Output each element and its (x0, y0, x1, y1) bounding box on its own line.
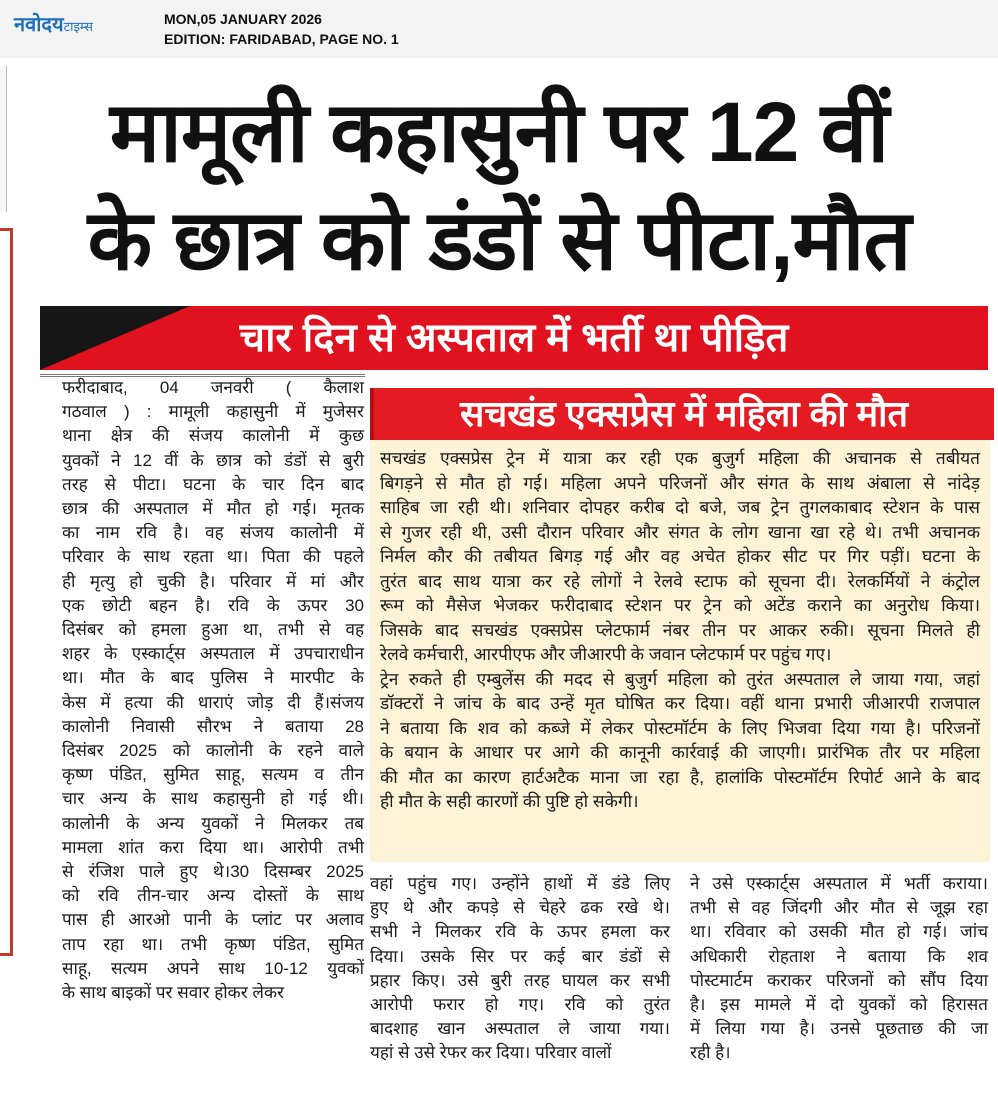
text-line: थाना क्षेत्र की संजय कालोनी में कुछ (62, 426, 364, 446)
logo-main: नवोदय (14, 14, 64, 36)
text-line: में लिया गया है। उनसे पूछताछ की जा (690, 1019, 988, 1039)
edition-page: EDITION: FARIDABAD, PAGE NO. 1 (164, 31, 399, 47)
box-story-title: सचखंड एक्सप्रेस में महिला की मौत (370, 388, 994, 440)
text-line: दिसंबर 2025 को कालोनी के रहने वाले (62, 741, 364, 761)
main-story-middle-column (370, 872, 670, 1066)
text-line: परिवार के साथ रहता था। पिता की पहले (62, 547, 364, 567)
text-line: रूम को मैसेज भेजकर फरीदाबाद स्टेशन पर ट्रेन को अटेंड कराने का अनुरोध किया। (380, 595, 980, 615)
text-line: से गुजर रही थी, उसी दौरान परिवार और संगत के लोग खाना खा रहे थे। तभी अचानक (380, 521, 980, 542)
text-line: दिसंबर को हमला हुआ था, तभी से वह (62, 620, 364, 640)
text-line: से रंजिश पाले हुए थे।30 दिसम्बर 2025 (62, 862, 364, 882)
text-line: केस में हत्या की धाराएं जोड़ दी हैं।संजय (62, 692, 364, 712)
text-line: की मौत का कारण हार्टअटैक माना जा रहा है, हालांकि पोस्टमॉर्टम रिपोर्ट आने के बाद (380, 766, 980, 787)
text-line: साहू, सत्यम अपने साथ 10-12 युवकों (62, 958, 364, 978)
text-line: था। मौत के बाद पुलिस ने मारपीट के (62, 668, 364, 688)
text-line: रही है। (690, 1043, 731, 1063)
text-line: आरोपी फरार हो गए। रवि को तुरंत (370, 995, 670, 1015)
text-line: यहां से उसे रेफर कर दिया। परिवार वालों (370, 1043, 612, 1063)
text-line: कालोनी निवासी सौरभ ने बताया 28 (62, 716, 364, 736)
newspaper-logo (14, 10, 93, 37)
main-story-left-column (62, 376, 364, 1005)
text-line: साहिब जा रही थी। शनिवार दोपहर करीब दो बजे, जब ट्रेन तुगलकाबाद स्टेशन के पास (380, 497, 980, 517)
text-line: अधिकारी रोहताश ने बताया कि शव (690, 946, 988, 966)
text-line: तरह से पीटा। घटना के चार दिन बाद (62, 474, 364, 494)
publication-date: MON,05 JANUARY 2026 (164, 11, 322, 27)
subheadline-band (40, 306, 988, 370)
text-line: पास ही आरओ पानी के प्लांट पर अलाव (62, 910, 364, 930)
main-story-right-column (690, 872, 988, 1066)
text-line: ही मृत्यु हो चुकी है। परिवार में मां और (62, 571, 364, 591)
text-line: ट्रेन रुकते ही एम्बुलेंस की मदद से बुजुर्ग महिला को तुरंत अस्पताल ले जाया गया, जहां (380, 668, 980, 689)
headline-line-1: मामूली कहासुनी पर 12 वीं (109, 85, 889, 179)
text-line: ने उसे एस्कार्ट्स अस्पताल में भर्ती कराया। (690, 874, 988, 893)
headline-line-2: के छात्र को डंडों से पीटा,मौत (87, 193, 911, 287)
text-line: था। रविवार को उसकी मौत हो गई। जांच (690, 922, 988, 942)
text-line: सचखंड एक्सप्रेस ट्रेन में यात्रा कर रही एक बुजुर्ग महिला की अचानक से तबीयत (380, 448, 980, 468)
subheadline: चार दिन से अस्पताल में भर्ती था पीड़ित (239, 316, 789, 360)
text-line: फरीदाबाद, 04 जनवरी ( कैलाश (62, 378, 364, 397)
text-line: गठवाल ) : मामूली कहासुनी में मुजेसर (62, 402, 364, 422)
text-line: का नाम रवि है। वह संजय कालोनी में (62, 523, 364, 543)
text-line: के बयान के आधार पर आगे की कानूनी कार्रवाई की जाएगी। प्रारंभिक तौर पर महिला (380, 742, 980, 762)
box-story-body (380, 446, 980, 814)
text-line: पोस्टमार्टम कराकर परिजनों को सौंप दिया (690, 970, 988, 990)
text-line: बादशाह खान अस्पताल ले जाया गया। (370, 1019, 670, 1039)
text-line: तुरंत बाद साथ यात्रा कर रहे लोगों ने रेलवे स्टाफ को सूचना दी। रेलकर्मियों ने कंट्रोल (380, 570, 980, 591)
text-line: रेलवे कर्मचारी, आरपीएफ और जीआरपी के जवान प्लेटफार्म पर पहुंच गए। (380, 644, 832, 664)
text-line: कृष्ण पंडित, सुमित साहू, सत्यम व तीन (62, 765, 364, 785)
text-line: युवकों ने 12 वीं के छात्र को डंडों से बुरी (62, 450, 364, 470)
text-line: वहां पहुंच गए। उन्होंने हाथों में डंडे लिए (370, 874, 670, 893)
text-line: है। इस मामले में दो युवकों को हिरासत (690, 995, 988, 1015)
text-line: जिसके बाद सचखंड एक्सप्रेस प्लेटफार्म नंबर तीन पर आकर रुकी। सूचना मिलते ही (380, 619, 980, 640)
adjacent-article-border (0, 228, 13, 956)
page-header (0, 0, 998, 58)
text-line: तभी से वह जिंदगी और मौत से जूझ रहा (690, 898, 988, 918)
text-line: छात्र की अस्पताल में मौत हो गई। मृतक (62, 499, 364, 519)
text-line: हुए थे और कपड़े से चेहरे ढक रखे थे। (370, 898, 670, 918)
text-line: बिगड़ने से मौत हो गई। महिला अपने परिजनों और संगत के साथ अंबाला से नांदेड़ (380, 472, 980, 493)
text-line: एक छोटी बहन है। रवि के ऊपर 30 (62, 595, 364, 615)
text-line: निर्मल कौर की तबीयत बिगड़ गई और वह अचेत होकर सीट पर गिर पड़ीं। घटना के (380, 546, 980, 566)
text-line: कालोनी के अन्य युवकों ने मिलकर तब (62, 813, 364, 833)
logo-sub: टाइम्स (63, 19, 93, 34)
text-line: डॉक्टरों ने जांच के बाद उन्हें मृत घोषित कर दिया। वहीं थाना प्रभारी जीआरपी राजपाल (380, 693, 980, 713)
text-line: शहर के एस्कार्ट्स अस्पताल में उपचाराधीन (62, 644, 364, 664)
text-line: मामला शांत करा दिया था। आरोपी तभी (62, 837, 364, 857)
text-line: ताप रहा था। तभी कृष्ण पंडित, सुमित (62, 934, 364, 954)
text-line: को रवि तीन-चार अन्य दोस्तों के साथ (62, 886, 364, 906)
text-line: ने बताया कि शव को कब्जे में लेकर पोस्टमॉर्टम के लिए भिजवा दिया गया है। परिजनों (380, 717, 980, 738)
text-line: ही मौत के सही कारणों की पुष्टि हो सकेगी। (380, 791, 639, 811)
text-line: प्रहार किए। उसे बुरी तरह घायल कर सभी (370, 970, 670, 990)
edition-info (164, 9, 399, 49)
text-line: चार अन्य के साथ कहासुनी हो गई थी। (62, 789, 364, 809)
text-line: दिया। उसके सिर पर कई बार डंडों से (370, 946, 670, 966)
text-line: सभी ने मिलकर रवि के ऊपर हमला कर (370, 922, 670, 942)
text-line: के साथ बाइकों पर सवार होकर लेकर (62, 983, 284, 1003)
